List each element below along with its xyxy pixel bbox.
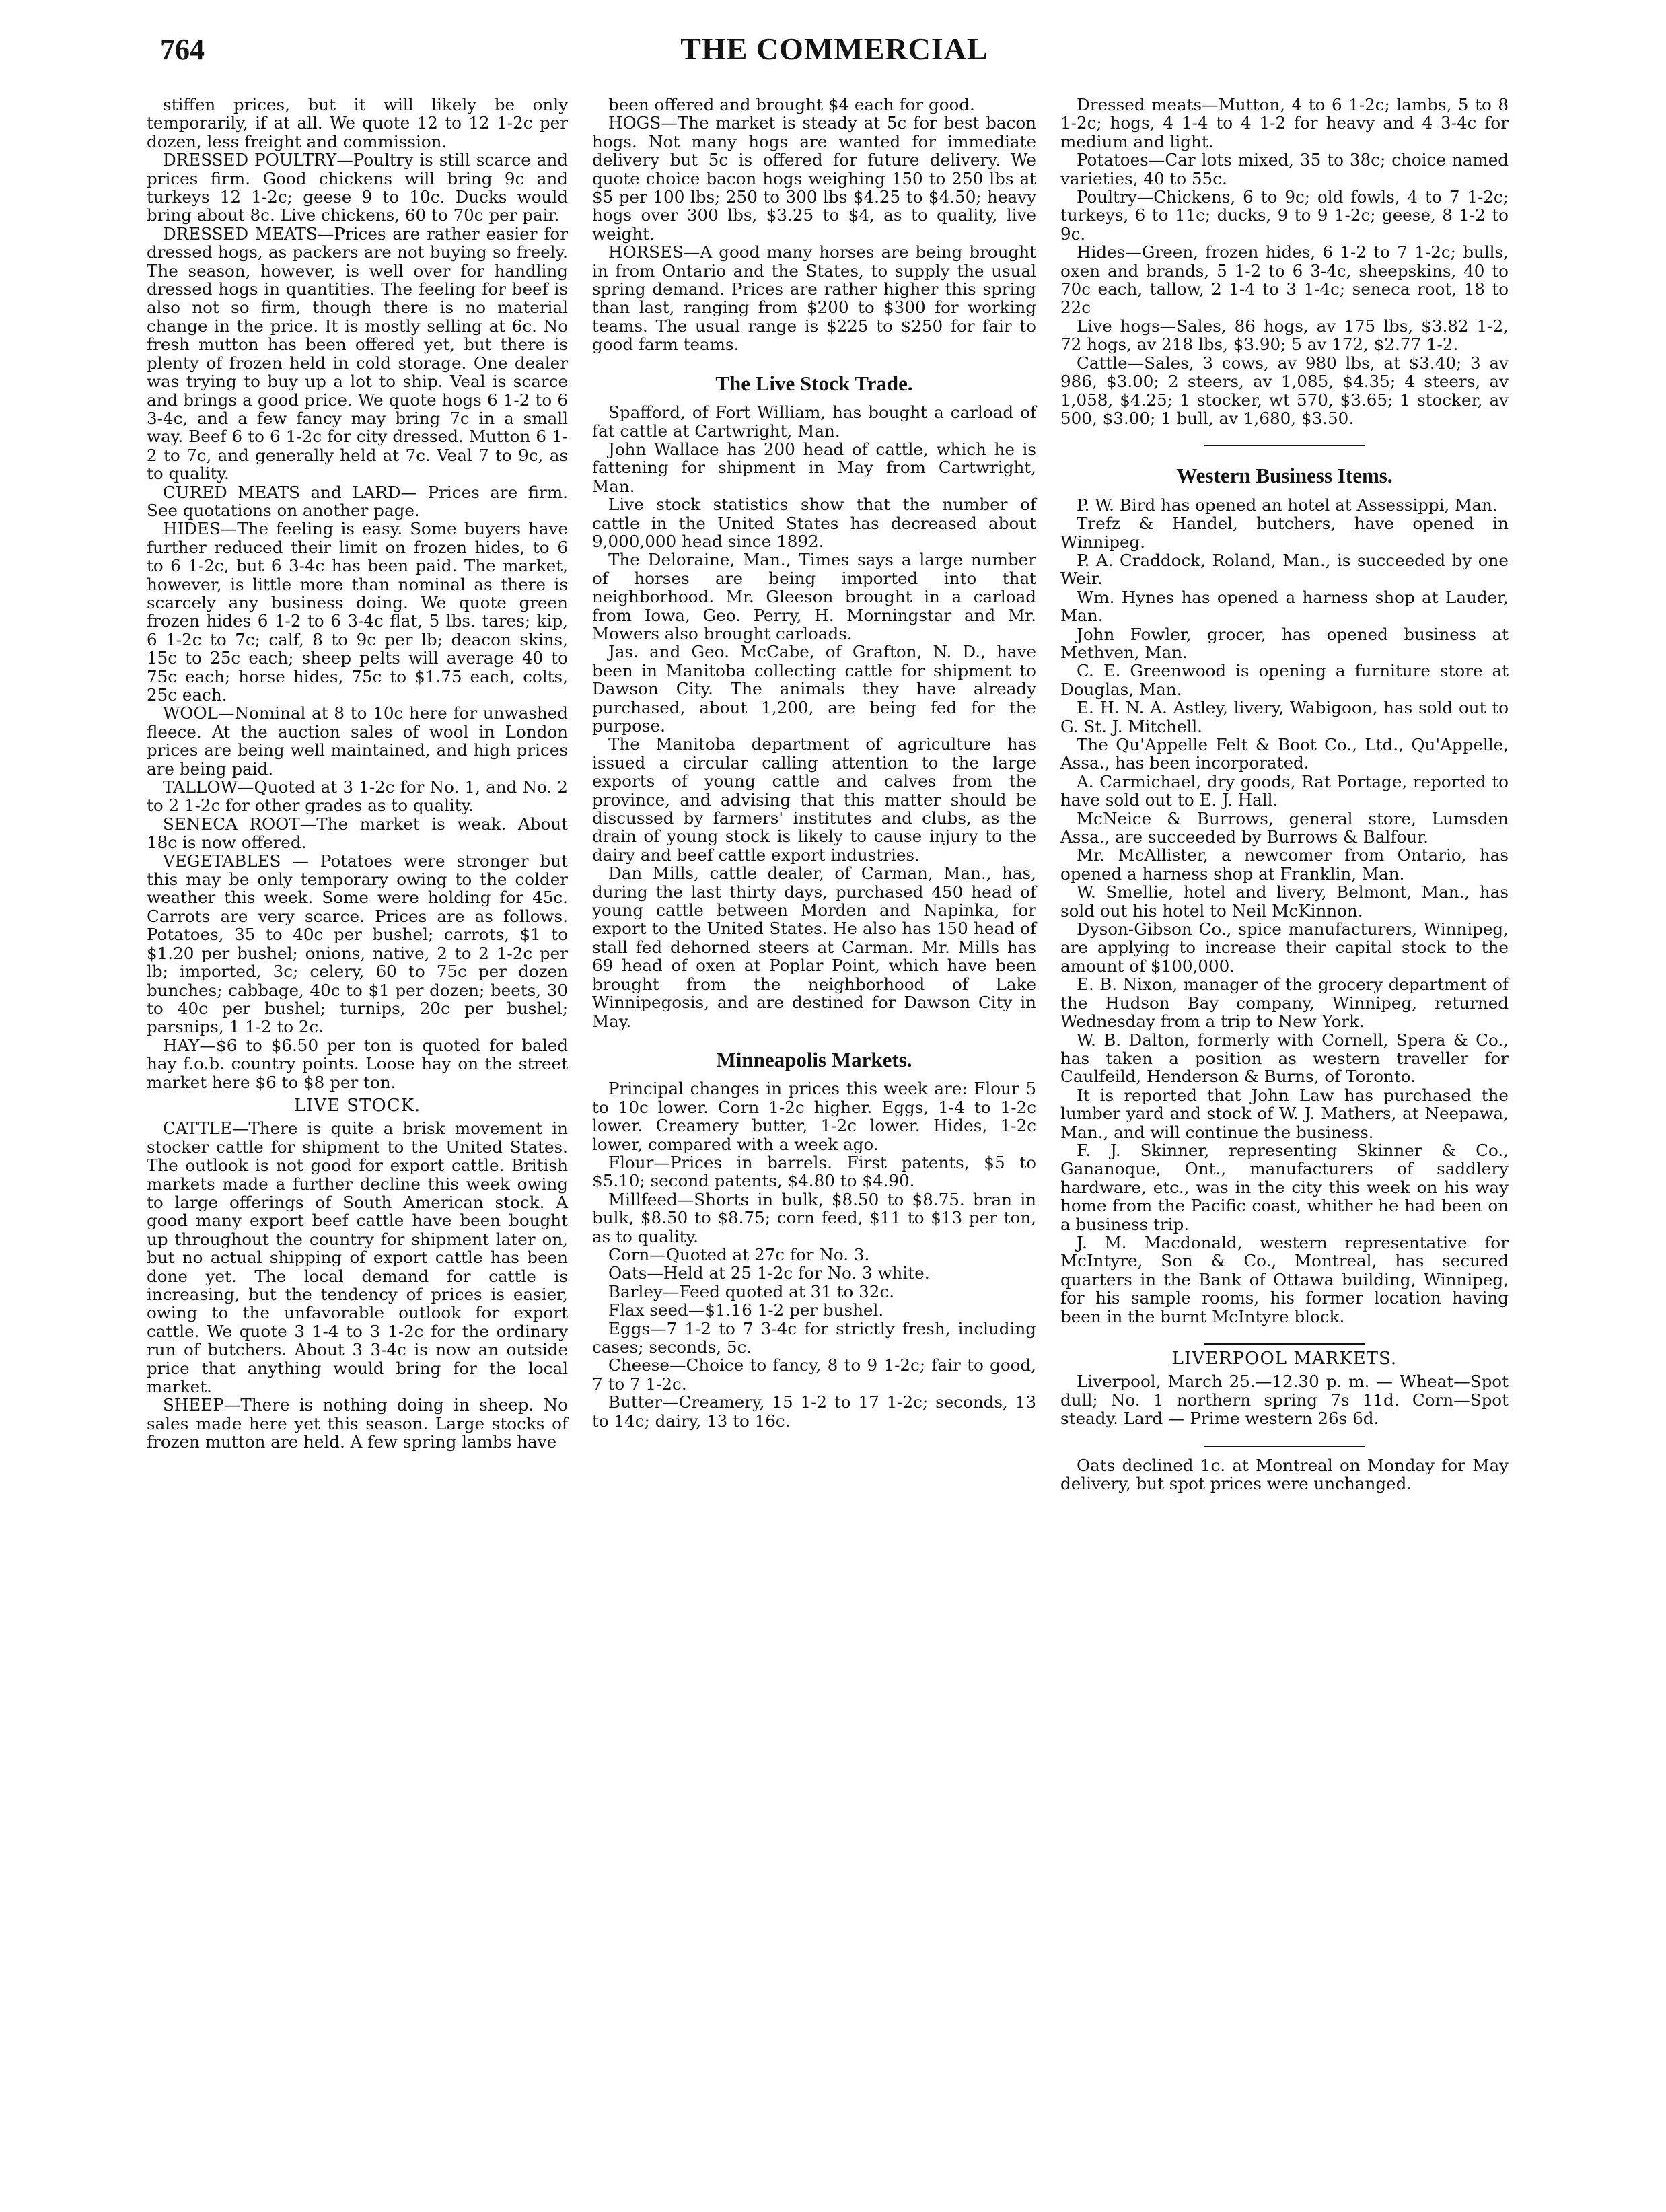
article-paragraph: P. W. Bird has opened an hotel at Assessippi, Man. [1077,495,1498,515]
article-paragraph: HOGS—The market is steady at 5c for best bacon hogs. Not many hogs are wanted for immediate delivery but 5c is offered for future delivery. We quote choice bacon hogs weighing 150 to 250 lbs at $5 per 100 lbs; 250 to 300 lbs $4.25 to $4.50; heavy hogs over 300 lbs, $3.25 to $4, as to quality, live weight. [592,113,1036,244]
article-paragraph: Liverpool, March 25.—12.30 p. m. — Wheat—Spot dull; No. 1 northern spring 7s 11d. Corn—Spot steady. Lard — Prime western 26s 6d. [1060,1371,1509,1429]
article-paragraph: Butter—Creamery, 15 1-2 to 17 1-2c; seconds, 13 to 14c; dairy, 13 to 16c. [592,1392,1036,1431]
article-paragraph: DRESSED POULTRY—Poultry is still scarce and prices firm. Good chickens will bring 9c and turkeys 12 1-2c; geese 9 to 10c. Ducks would bring about 8c. Live chickens, 60 to 70c per pair. [147,150,568,225]
section-heading: LIVE STOCK. [293,1095,421,1116]
article-paragraph: P. A. Craddock, Roland, Man., is succeeded by one Weir. [1060,550,1509,589]
article-paragraph: Cheese—Choice to fancy, 8 to 9 1-2c; fair to good, 7 to 7 1-2c. [592,1355,1036,1394]
column-2 [592,96,1036,1430]
article-paragraph: The Manitoba department of agriculture has issued a circular calling attention to the large exports of young cattle and calves from the province, and advising that this matter should be discussed by farmers' institutes and clubs, as the drain of young stock is likely to cause injury to the dairy and beef cattle export industries. [592,734,1036,865]
article-paragraph: SHEEP—There is nothing doing in sheep. No sales made here yet this season. Large stocks of frozen mutton are held. A few spring lambs have [147,1395,568,1452]
article-paragraph: Flax seed—$1.16 1-2 per bushel. [608,1300,884,1320]
article-paragraph: WOOL—Nominal at 8 to 10c here for unwashed fleece. At the auction sales of wool in London prices are being well maintained, and high prices are being paid. [147,703,568,779]
article-paragraph: Oats declined 1c. at Montreal on Monday for May delivery, but spot prices were unchanged. [1060,1455,1509,1494]
article-paragraph: Wm. Hynes has opened a harness shop at Lauder, Man. [1060,587,1509,626]
column-1 [147,96,568,1452]
section-heading: Minneapolis Markets. [716,1047,912,1071]
article-paragraph: Eggs—7 1-2 to 7 3-4c for strictly fresh, including cases; seconds, 5c. [592,1318,1036,1357]
section-divider [1204,1446,1365,1447]
article-paragraph: Live hogs—Sales, 86 hogs, av 175 lbs, $3.82 1-2, 72 hogs, av 218 lbs, $3.90; 5 av 172, $2.77 1-2. [1060,316,1509,355]
article-paragraph: J. M. Macdonald, western representative for McIntyre, Son & Co., Montreal, has secured quarters in the Bank of Ottawa building, Winnipeg, for his sample rooms, his former location having been in the burnt McIntyre block. [1060,1232,1509,1326]
article-paragraph: Trefz & Handel, butchers, have opened in Winnipeg. [1060,513,1509,552]
article-paragraph: John Wallace has 200 head of cattle, which he is fattening for shipment in May from Cartwright, Man. [592,439,1036,496]
article-paragraph: SENECA ROOT—The market is weak. About 18c is now offered. [147,814,568,853]
article-paragraph: Flour—Prices in barrels. First patents, $5 to $5.10; second patents, $4.80 to $4.90. [592,1152,1036,1191]
article-paragraph: McNeice & Burrows, general store, Lumsden Assa., are succeeded by Burrows & Balfour. [1060,808,1509,847]
article-paragraph: Live stock statistics show that the number of cattle in the United States has decreased about 9,000,000 head since 1892. [592,495,1036,551]
article-paragraph: Spafford, of Fort William, has bought a carload of fat cattle at Cartwright, Man. [592,402,1036,441]
column-3 [1060,96,1509,1493]
section-heading: Western Business Items. [1176,464,1393,488]
article-paragraph: The Qu'Appelle Felt & Boot Co., Ltd., Qu'Appelle, Assa., has been incorporated. [1060,735,1509,773]
article-paragraph: stiffen prices, but it will likely be only temporarily, if at all. We quote 12 to 12 1-2c per dozen, less freight and commission. [147,95,568,151]
article-paragraph: Cattle—Sales, 3 cows, av 980 lbs, at $3.40; 3 av 986, $3.00; 2 steers, av 1,085, $4.35; 4 steers, av 1,058, $4.25; 1 stocker, wt 570, $3.65; 1 stocker, av 500, $3.00; 1 bull, av 1,680, $3.50. [1060,353,1509,428]
article-paragraph: VEGETABLES — Potatoes were stronger but this may be only temporary owing to the colder weather this week. Some were holding for 45c. Carrots are very scarce. Prices are as follows. Potatoes, 35 to 40c per bushel; carrots, $1 to $1.20 per bushel; onions, native, 2 to 2 1-2c per lb; imported, 3c; celery, 60 to 75c per dozen bunches; cabbage, 40c to $1 per dozen; beets, 30 to 40c per bushel; turnips, 20c per bushel; parsnips, 1 1-2 to 2c. [147,851,568,1037]
article-paragraph: Potatoes—Car lots mixed, 35 to 38c; choice named varieties, 40 to 55c. [1060,150,1509,188]
article-paragraph: HORSES—A good many horses are being brought in from Ontario and the States, to supply the usual spring demand. Prices are rather higher this spring than last, ranging from $200 to $300 for working teams. The usual range is $225 to $250 for fair to good farm teams. [592,242,1036,355]
section-divider [1204,445,1365,446]
article-paragraph: CATTLE—There is quite a brisk movement in stocker cattle for shipment to the United States. The outlook is not good for export cattle. British markets made a further decline this week owing to large offerings of South American stock. A good many export beef cattle have been bought up throughout the country for shipment later on, but no actual shipping of export cattle has been done yet. The local demand for cattle is increasing, but the tendency of prices is easier, owing to the unfavorable outlook for export cattle. We quote 3 1-4 to 3 1-2c for the ordinary run of butchers. About 3 3-4c is now an outside price that anything would bring for the local market. [147,1118,568,1397]
section-heading: LIVERPOOL MARKETS. [1171,1349,1398,1369]
article-paragraph: F. J. Skinner, representing Skinner & Co., Gananoque, Ont., manufacturers of saddlery hardware, etc., was in the city this week on his way home from the Pacific coast, whither he had been on a business trip. [1060,1140,1509,1234]
article-paragraph: Principal changes in prices this week are: Flour 5 to 10c lower. Corn 1-2c higher. Eggs, 1-4 to 1-2c lower. Creamery butter, 1-2c lower. Hides, 1-2c lower, compared with a week ago. [592,1079,1036,1154]
article-paragraph: Dyson-Gibson Co., spice manufacturers, Winnipeg, are applying to increase their capital stock to the amount of $100,000. [1060,919,1509,976]
article-paragraph: Barley—Feed quoted at 31 to 32c. [608,1281,895,1301]
section-divider [1204,1343,1365,1345]
page-number: 764 [160,33,205,66]
article-paragraph: CURED MEATS and LARD— Prices are firm. See quotations on another page. [147,482,568,520]
article-paragraph: It is reported that John Law has purchased the lumber yard and stock of W. J. Mathers, at Neepawa, Man., and will continue the business. [1060,1085,1509,1142]
article-paragraph: Mr. McAllister, a newcomer from Ontario, has opened a harness shop at Franklin, Man. [1060,845,1509,884]
article-paragraph: Dressed meats—Mutton, 4 to 6 1-2c; lambs, 5 to 8 1-2c; hogs, 4 1-4 to 4 1-2 for heavy and 4 3-4c for medium and light. [1060,95,1509,151]
article-paragraph: HAY—$6 to $6.50 per ton is quoted for baled hay f.o.b. country points. Loose hay on the street market here $6 to $8 per ton. [147,1035,568,1092]
article-paragraph: The Deloraine, Man., Times says a large number of horses are being imported into that neighborhood. Mr. Gleeson brought in a carload from Iowa, Geo. Perry, H. Morningstar and Mr. Mowers also brought carloads. [592,550,1036,643]
article-paragraph: E. H. N. A. Astley, livery, Wabigoon, has sold out to G. St. J. Mitchell. [1060,698,1509,736]
page-title: THE COMMERCIAL [680,32,988,66]
article-paragraph: DRESSED MEATS—Prices are rather easier for dressed hogs, as packers are not buying so freely. The season, however, is well over for handling dressed hogs in quantities. The feeling for beef is also not so firm, though there is no material change in the price. It is mostly selling at 6c. No fresh mutton has been offered yet, but there is plenty of frozen held in cold storage. One dealer was trying to buy up a lot to ship. Veal is scarce and brings a good price. We quote hogs 6 1-2 to 6 3-4c, and a few fancy may bring 7c in a small way. Beef 6 to 6 1-2c for city dressed. Mutton 6 1-2 to 7c, and generally held at 7c. Veal 7 to 9c, as to quality. [147,223,568,484]
article-paragraph: Oats—Held at 25 1-2c for No. 3 white. [608,1263,930,1283]
article-paragraph: Millfeed—Shorts in bulk, $8.50 to $8.75. bran in bulk, $8.50 to $8.75; corn feed, $11 to $13 per ton, as to quality. [592,1189,1036,1246]
article-paragraph: Dan Mills, cattle dealer, of Carman, Man., has, during the last thirty days, purchased 450 head of young cattle between Morden and Napinka, for export to the United States. He also has 150 head of stall fed dehorned steers at Carman. Mr. Mills has 69 head of oxen at Poplar Point, which have been brought from the neighborhood of Lake Winnipegosis, and are destined for Dawson City in May. [592,863,1036,1031]
article-paragraph: Hides—Green, frozen hides, 6 1-2 to 7 1-2c; bulls, oxen and brands, 5 1-2 to 6 3-4c, sheepskins, 40 to 70c each, tallow, 2 1-4 to 3 1-4c; seneca root, 18 to 22c [1060,242,1509,318]
article-paragraph: W. Smellie, hotel and livery, Belmont, Man., has sold out his hotel to Neil McKinnon. [1060,882,1509,921]
article-paragraph: C. E. Greenwood is opening a furniture store at Douglas, Man. [1060,661,1509,699]
article-paragraph: W. B. Dalton, formerly with Cornell, Spera & Co., has taken a position as western traveller for Caulfeild, Henderson & Burns, of Toronto. [1060,1030,1509,1087]
article-paragraph: TALLOW—Quoted at 3 1-2c for No. 1, and No. 2 to 2 1-2c for other grades as to quality. [147,777,568,816]
article-paragraph: HIDES—The feeling is easy. Some buyers have further reduced their limit on frozen hides, to 6 to 6 1-2c, but 6 3-4c has been paid. The market, however, is little more than nominal as there is scarcely any business doing. We quote green frozen hides 6 1-2 to 6 3-4c flat, 5 lbs. tares; kip, 6 1-2c to 7c; calf, 8 to 9c per lb; deacon skins, 15c to 25c each; sheep pelts will average 40 to 75c each; horse hides, 75c to $1.75 each, colts, 25c each. [147,519,568,705]
article-paragraph: E. B. Nixon, manager of the grocery department of the Hudson Bay company, Winnipeg, returned Wednesday from a trip to New York. [1060,974,1509,1032]
article-paragraph: Corn—Quoted at 27c for No. 3. [608,1244,870,1264]
article-paragraph: been offered and brought $4 each for good. [608,95,975,114]
section-heading: The Live Stock Trade. [715,371,913,395]
article-paragraph: Poultry—Chickens, 6 to 9c; old fowls, 4 to 7 1-2c; turkeys, 6 to 11c; ducks, 9 to 9 1-2c; geese, 8 1-2 to 9c. [1060,187,1509,244]
article-paragraph: John Fowler, grocer, has opened business at Methven, Man. [1060,624,1509,662]
article-paragraph: Jas. and Geo. McCabe, of Grafton, N. D., have been in Manitoba collecting cattle for shipment to Dawson City. The animals they have already purchased, about 1,200, are being fed for the purpose. [592,642,1036,736]
article-paragraph: A. Carmichael, dry goods, Rat Portage, reported to have sold out to E. J. Hall. [1060,771,1509,810]
